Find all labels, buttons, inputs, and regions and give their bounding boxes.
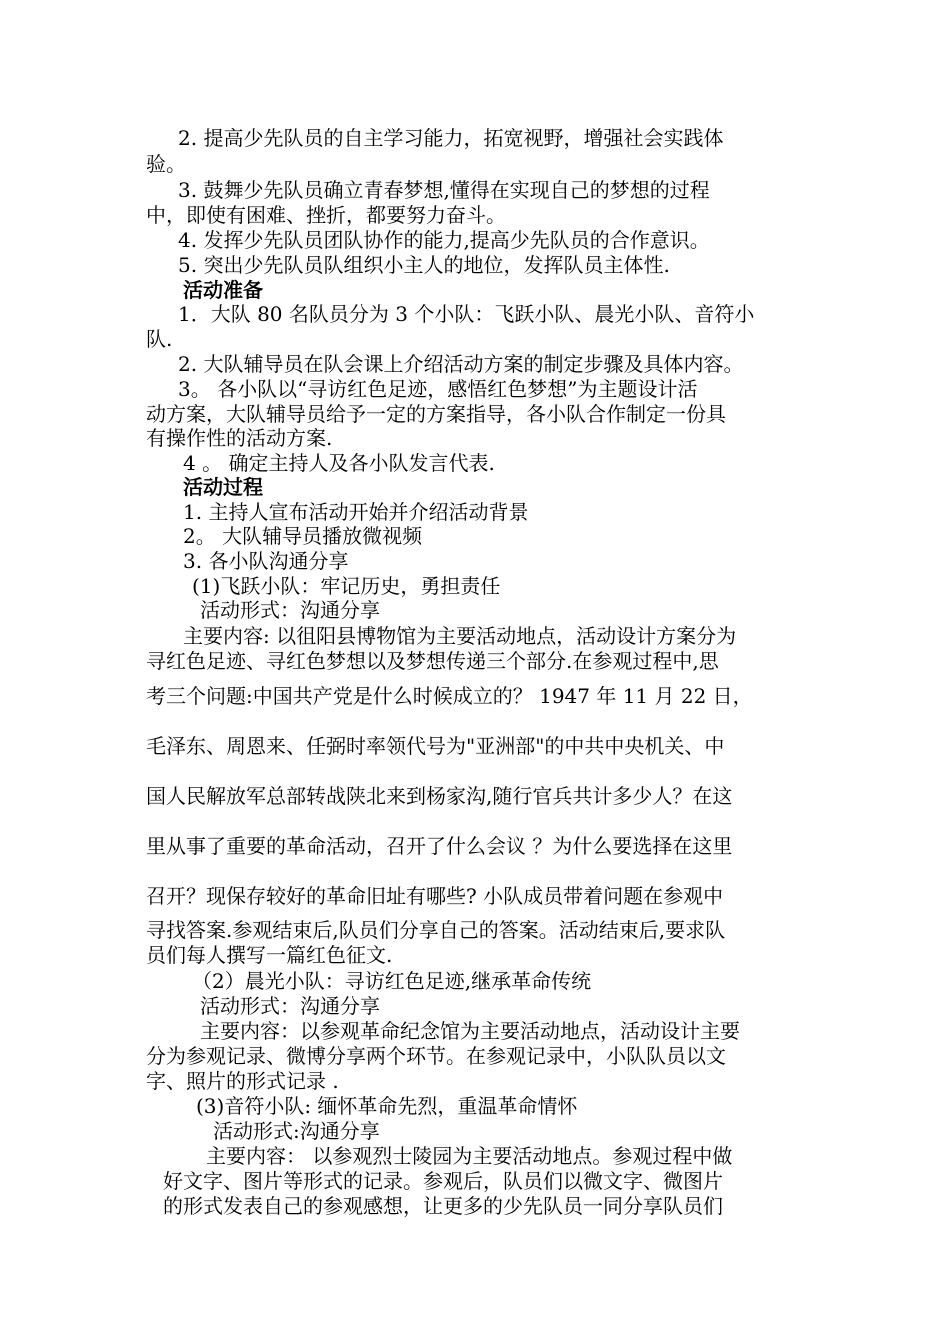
- text-line: 4. 发挥少先队员团队协作的能力,提高少先队员的合作意识。: [178, 228, 710, 252]
- text-line: 主要内容: 以徂阳县博物馆为主要活动地点，活动设计方案分为: [183, 624, 737, 648]
- text-line: 召开？现保存较好的革命旧址有哪些? 小队成员带着问题在参观中: [146, 884, 724, 908]
- text-line: 3。 各小队以“寻访红色足迹，感悟红色梦想”为主题设计活: [178, 377, 698, 401]
- text-line: 活动形式：沟通分享: [200, 994, 380, 1018]
- text-line: 3. 鼓舞少先队员确立青春梦想,懂得在实现自己的梦想的过程: [178, 178, 710, 202]
- text-line: 活动形式:沟通分享: [213, 1119, 380, 1143]
- section-heading: 活动过程: [183, 475, 263, 499]
- text-line: 的形式发表自己的参观感想，让更多的少先队员一同分享队员们: [163, 1194, 723, 1218]
- text-line: 员们每人撰写一篇红色征文.: [146, 943, 393, 967]
- text-line: 有操作性的活动方案.: [146, 426, 333, 450]
- text-line: 2. 提高少先队员的自主学习能力，拓宽视野，增强社会实践体: [178, 126, 724, 150]
- text-line: (3)音符小队: 缅怀革命先烈，重温革命情怀: [196, 1094, 578, 1118]
- text-line: 寻红色足迹、寻红色梦想以及梦想传递三个部分.在参观过程中,思: [146, 649, 719, 673]
- text-line: 里从事了重要的革命活动，召开了什么会议 ？为什么要选择在这里: [146, 834, 733, 858]
- text-line: 国人民解放军总部转战陕北来到杨家沟,随行官兵共计多少人？在这: [146, 784, 733, 808]
- text-line: （2）晨光小队：寻访红色足迹,继承革命传统: [192, 969, 592, 993]
- text-line: 2. 大队辅导员在队会课上介绍活动方案的制定步骤及具体内容。: [178, 352, 744, 376]
- text-line: 毛泽东、周恩来、任弼时率领代号为"亚洲部"的中共中央机关、中: [146, 734, 725, 758]
- text-line: 活动形式：沟通分享: [200, 598, 380, 622]
- text-line: 4 。 确定主持人及各小队发言代表.: [183, 451, 495, 475]
- text-line: 中，即使有困难、挫折，都要努力奋斗。: [146, 203, 506, 227]
- text-line: 主要内容： 以参观烈士陵园为主要活动地点。参观过程中做: [206, 1144, 733, 1168]
- text-line: 验。: [146, 152, 186, 176]
- text-line: 队.: [146, 327, 173, 351]
- text-line: 主要内容：以参观革命纪念馆为主要活动地点，活动设计主要: [200, 1019, 740, 1043]
- section-heading: 活动准备: [183, 278, 263, 302]
- text-line: 1．大队 80 名队员分为 3 个小队：飞跃小队、晨光小队、音符小: [178, 302, 755, 326]
- text-line: 分为参观记录、微博分享两个环节。在参观记录中，小队队员以文: [146, 1044, 726, 1068]
- text-line: 3. 各小队沟通分享: [183, 549, 349, 573]
- text-line: (1)飞跃小队：牢记历史，勇担责任: [192, 574, 501, 598]
- text-line: 2。 大队辅导员播放微视频: [183, 524, 423, 548]
- text-line: 寻找答案.参观结束后,队员们分享自己的答案。活动结束后,要求队: [146, 918, 726, 942]
- text-line: 好文字、图片等形式的记录。参观后，队员们以微文字、微图片: [163, 1169, 723, 1193]
- text-line: 动方案，大队辅导员给予一定的方案指导，各小队合作制定一份具: [146, 402, 726, 426]
- text-line: 考三个问题:中国共产党是什么时候成立的？ 1947 年 11 月 22 日，: [146, 684, 753, 708]
- text-line: 5. 突出少先队员队组织小主人的地位，发挥队员主体性.: [178, 253, 670, 277]
- text-line: 1. 主持人宣布活动开始并介绍活动背景: [183, 500, 529, 524]
- text-line: 字、照片的形式记录 .: [146, 1069, 339, 1093]
